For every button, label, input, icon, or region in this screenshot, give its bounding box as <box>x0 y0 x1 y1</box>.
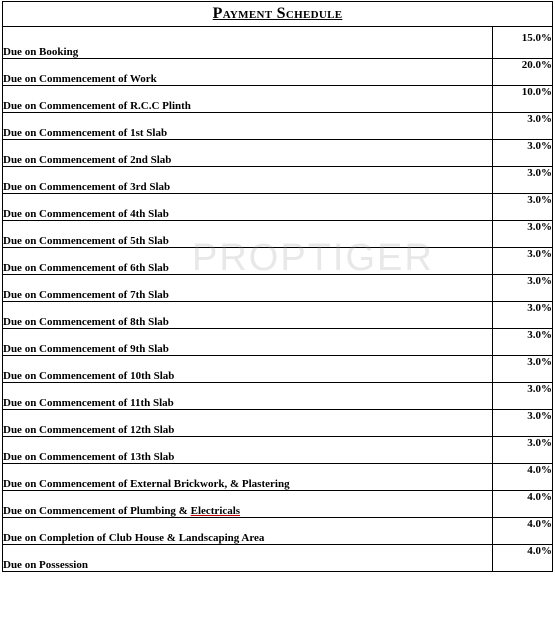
row-percentage: 3.0% <box>493 410 553 437</box>
row-percentage: 3.0% <box>493 275 553 302</box>
row-label: Due on Completion of Club House & Landscaping Area <box>3 518 493 545</box>
row-label-electricals: Electricals <box>190 505 241 517</box>
row-percentage: 4.0% <box>493 464 553 491</box>
row-percentage: 4.0% <box>493 491 553 518</box>
table-row <box>3 140 553 167</box>
table-row <box>3 356 553 383</box>
row-percentage: 3.0% <box>493 221 553 248</box>
table-row <box>3 167 553 194</box>
row-percentage: 15.0% <box>493 27 553 59</box>
table-row <box>3 248 553 275</box>
row-label: Due on Commencement of 11th Slab <box>3 383 493 410</box>
row-label: Due on Commencement of 1st Slab <box>3 113 493 140</box>
row-label: Due on Commencement of R.C.C Plinth <box>3 86 493 113</box>
row-percentage: 4.0% <box>493 545 553 572</box>
row-label: Due on Possession <box>3 545 493 572</box>
page-title: Payment Schedule <box>212 4 343 22</box>
title-row <box>3 2 553 27</box>
row-label-prefix: Due on Commencement of Plumbing & <box>3 505 191 517</box>
table-row <box>3 329 553 356</box>
proptiger-watermark: PROPTIGER <box>192 237 434 279</box>
row-percentage: 3.0% <box>493 383 553 410</box>
table-row <box>3 464 553 491</box>
row-label: Due on Booking <box>3 27 493 59</box>
row-percentage: 3.0% <box>493 248 553 275</box>
table-row <box>3 437 553 464</box>
row-percentage: 4.0% <box>493 518 553 545</box>
table-row <box>3 194 553 221</box>
table-row <box>3 221 553 248</box>
row-percentage: 3.0% <box>493 302 553 329</box>
table-row <box>3 27 553 59</box>
title-cell <box>3 2 553 27</box>
row-label: Due on Commencement of 5th Slab <box>3 221 493 248</box>
row-percentage: 3.0% <box>493 329 553 356</box>
row-percentage: 20.0% <box>493 59 553 86</box>
table-row <box>3 545 553 572</box>
row-percentage: 3.0% <box>493 356 553 383</box>
row-percentage: 3.0% <box>493 194 553 221</box>
table-row <box>3 275 553 302</box>
table-row <box>3 518 553 545</box>
row-percentage: 3.0% <box>493 167 553 194</box>
table-row <box>3 383 553 410</box>
row-label: Due on Commencement of 9th Slab <box>3 329 493 356</box>
row-label: Due on Commencement of External Brickwork, & Plastering <box>3 464 493 491</box>
row-label: Due on Commencement of Work <box>3 59 493 86</box>
table-row <box>3 86 553 113</box>
row-label: Due on Commencement of 2nd Slab <box>3 140 493 167</box>
row-percentage: 3.0% <box>493 437 553 464</box>
row-label: Due on Commencement of 4th Slab <box>3 194 493 221</box>
row-label <box>3 491 493 518</box>
row-percentage: 3.0% <box>493 113 553 140</box>
table-row <box>3 113 553 140</box>
row-percentage: 10.0% <box>493 86 553 113</box>
row-label: Due on Commencement of 8th Slab <box>3 302 493 329</box>
row-label: Due on Commencement of 6th Slab <box>3 248 493 275</box>
table-row <box>3 410 553 437</box>
table-row <box>3 302 553 329</box>
row-label: Due on Commencement of 12th Slab <box>3 410 493 437</box>
row-percentage: 3.0% <box>493 140 553 167</box>
row-label: Due on Commencement of 13th Slab <box>3 437 493 464</box>
table-row <box>3 491 553 518</box>
row-label: Due on Commencement of 3rd Slab <box>3 167 493 194</box>
payment-schedule-table <box>2 1 553 572</box>
row-label: Due on Commencement of 7th Slab <box>3 275 493 302</box>
row-label: Due on Commencement of 10th Slab <box>3 356 493 383</box>
table-row <box>3 59 553 86</box>
payment-schedule-document <box>2 1 552 615</box>
